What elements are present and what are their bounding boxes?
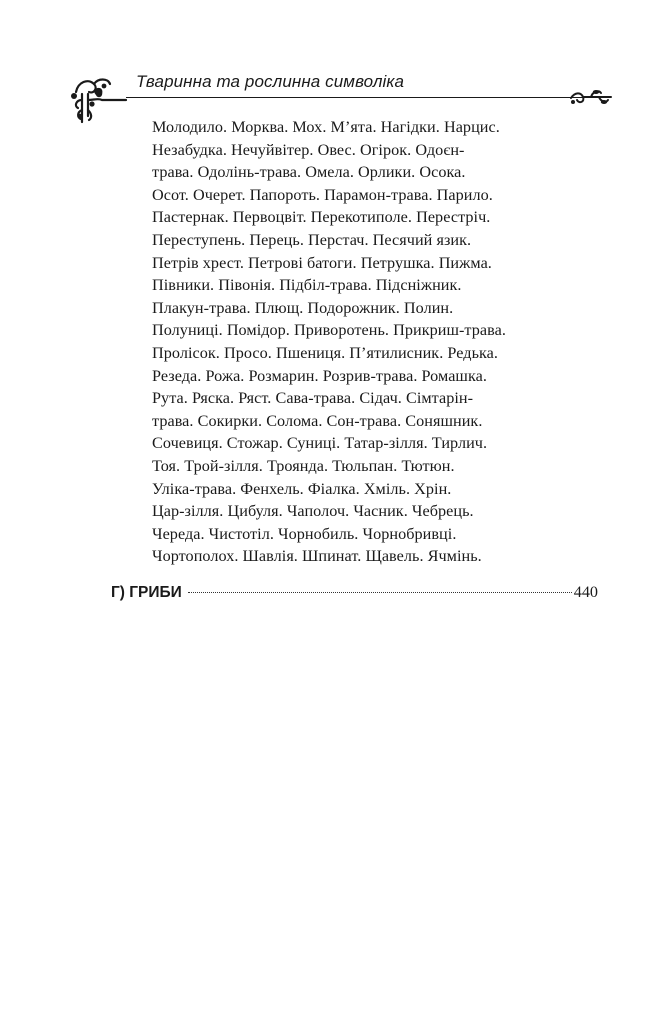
text-line: Чортополох. Шавлія. Шпинат. Щавель. Ячмінь. [152, 547, 482, 566]
floral-corner-ornament-icon [68, 70, 140, 126]
text-line: Рута. Ряска. Ряст. Сава-трава. Сідач. Сімтарін- [152, 389, 474, 408]
leaf-flourish-icon [569, 88, 613, 108]
toc-entry [111, 581, 598, 603]
text-line: Пастернак. Первоцвіт. Перекотиполе. Перестріч. [152, 208, 491, 227]
text-line: Переступень. Перець. Перстач. Песячий язик. [152, 230, 472, 249]
text-line: Плакун-трава. Плющ. Подорожник. Полин. [152, 298, 454, 317]
text-line: Цар-зілля. Цибуля. Чаполоч. Часник. Чебрець. [152, 502, 474, 521]
text-line: Полуниці. Помідор. Приворотень. Прикриш-трава. [152, 321, 506, 340]
text-line: Півники. Півонія. Підбіл-трава. Підсніжник. [152, 276, 462, 295]
text-line: Пролісок. Просо. Пшениця. П’ятилисник. Редька. [152, 343, 498, 362]
text-line: Резеда. Рожа. Розмарин. Розрив-трава. Ромашка. [152, 366, 487, 385]
plant-list [152, 116, 592, 568]
toc-page-number: 440 [573, 583, 598, 601]
text-line: Незабудка. Нечуйвітер. Овес. Огірок. Одоєн- [152, 140, 465, 159]
text-line: трава. Сокирки. Солома. Сон-трава. Соняшник. [152, 411, 483, 430]
text-line: Череда. Чистотіл. Чорнобиль. Чорнобривці. [152, 524, 457, 543]
text-line: Тоя. Трой-зілля. Троянда. Тюльпан. Тютюн. [152, 456, 455, 475]
toc-entry-label: Г) ГРИБИ [111, 584, 182, 601]
text-line: Петрів хрест. Петрові батоги. Петрушка. Пижма. [152, 253, 492, 272]
dot-leader [188, 592, 572, 593]
text-line: Осот. Очерет. Папороть. Парамон-трава. Парило. [152, 185, 493, 204]
text-line: трава. Одолінь-трава. Омела. Орлики. Осока. [152, 163, 466, 182]
running-head-title: Тваринна та рослинна символіка [136, 72, 405, 91]
header-rule [126, 97, 587, 98]
text-line: Уліка-трава. Фенхель. Фіалка. Хміль. Хрін. [152, 479, 452, 498]
text-line: Молодило. Морква. Мох. М’ята. Нагідки. Нарцис. [152, 118, 500, 136]
text-line: Сочевиця. Стожар. Суниці. Татар-зілля. Тирлич. [152, 434, 488, 453]
